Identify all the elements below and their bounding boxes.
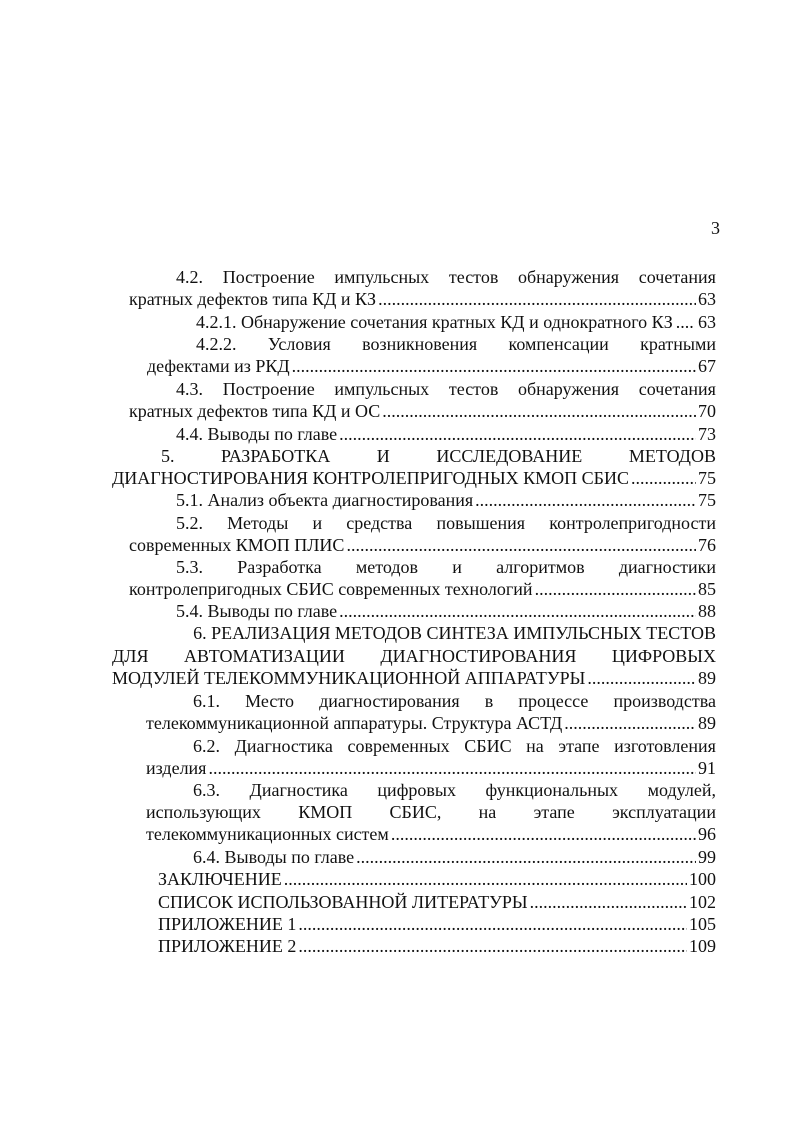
toc-entry-appendix-2[interactable]: ПРИЛОЖЕНИЕ 2 ..... 109 — [158, 935, 716, 957]
toc-entry-5-3-line2[interactable]: контролепригодных СБИС современных технологий ..... 85 — [129, 578, 716, 600]
toc-entry-6-2-line1[interactable]: 6.2. Диагностика современных СБИС на этапе изготовления — [193, 736, 716, 756]
page-ref: 91 — [698, 758, 716, 778]
toc-entry-5-3-line1[interactable]: 5.3. Разработка методов и алгоритмов диагностики — [176, 557, 716, 577]
page-ref: 63 — [698, 312, 716, 332]
toc-entry-appendix-1[interactable]: ПРИЛОЖЕНИЕ 1 ..... 105 — [158, 913, 716, 935]
page-ref: 89 — [698, 713, 716, 733]
toc-entry-5-1[interactable]: 5.1. Анализ объекта диагностирования ..... 75 — [176, 489, 716, 511]
page-ref: 100 — [689, 869, 716, 889]
toc-entry-6-3-line2[interactable]: использующих КМОП СБИС, на этапе эксплуатации — [146, 802, 716, 822]
toc-entry-conclusion[interactable]: ЗАКЛЮЧЕНИЕ ..... 100 — [158, 868, 716, 890]
toc-entry-4-4[interactable]: 4.4. Выводы по главе ..... 73 — [176, 423, 716, 445]
toc-entry-6-line1[interactable]: 6. РЕАЛИЗАЦИЯ МЕТОДОВ СИНТЕЗА ИМПУЛЬСНЫХ ТЕСТОВ — [193, 623, 716, 643]
page-ref: 75 — [698, 490, 716, 510]
toc-entry-4-2-2-line2[interactable]: дефектами из РКД ..... 67 — [147, 355, 716, 377]
page-ref: 63 — [698, 289, 716, 309]
page-ref: 102 — [689, 892, 716, 912]
toc-entry-4-3-line1[interactable]: 4.3. Построение импульсных тестов обнаружения сочетания — [176, 379, 716, 399]
page-ref: 70 — [698, 401, 716, 421]
toc-entry-5-4[interactable]: 5.4. Выводы по главе ..... 88 — [176, 600, 716, 622]
toc-entry-5-2-line2[interactable]: современных КМОП ПЛИС ..... 76 — [129, 534, 716, 556]
toc-entry-6-1-line1[interactable]: 6.1. Место диагностирования в процессе производства — [193, 691, 716, 711]
toc-entry-6-2-line2[interactable]: изделия ..... 91 — [146, 757, 716, 779]
toc-entry-references[interactable]: СПИСОК ИСПОЛЬЗОВАННОЙ ЛИТЕРАТУРЫ ..... 102 — [158, 891, 716, 913]
toc-entry-5-line2[interactable]: ДИАГНОСТИРОВАНИЯ КОНТРОЛЕПРИГОДНЫХ КМОП СБИС ..... 75 — [112, 467, 716, 489]
toc-entry-6-line3[interactable]: МОДУЛЕЙ ТЕЛЕКОММУНИКАЦИОННОЙ АППАРАТУРЫ ..... 89 — [112, 667, 716, 689]
page-ref: 109 — [689, 936, 716, 956]
page-ref: 76 — [698, 535, 716, 555]
toc-entry-6-1-line2[interactable]: телекоммуникационной аппаратуры. Структура АСТД ..... 89 — [146, 712, 716, 734]
toc-entry-5-line1[interactable]: 5. РАЗРАБОТКА И ИССЛЕДОВАНИЕ МЕТОДОВ — [161, 446, 716, 466]
page-ref: 105 — [689, 914, 716, 934]
toc-entry-4-3-line2[interactable]: кратных дефектов типа КД и ОС ..... 70 — [129, 400, 716, 422]
page-ref: 73 — [698, 424, 716, 444]
toc-entry-5-2-line1[interactable]: 5.2. Методы и средства повышения контролепригодности — [176, 513, 716, 533]
page-ref: 85 — [698, 579, 716, 599]
toc-entry-6-line2[interactable]: ДЛЯ АВТОМАТИЗАЦИИ ДИАГНОСТИРОВАНИЯ ЦИФРОВЫХ — [112, 646, 716, 666]
page-ref: 99 — [698, 847, 716, 867]
page-ref: 67 — [698, 356, 716, 376]
page-number: 3 — [711, 218, 720, 238]
toc-entry-4-2-2-line1[interactable]: 4.2.2. Условия возникновения компенсации кратными — [196, 334, 716, 354]
toc-entry-6-3-line3[interactable]: телекоммуникационных систем ..... 96 — [146, 823, 716, 845]
toc-entry-6-3-line1[interactable]: 6.3. Диагностика цифровых функциональных модулей, — [193, 780, 716, 800]
page-ref: 75 — [698, 468, 716, 488]
toc-entry-4-2-1[interactable]: 4.2.1. Обнаружение сочетания кратных КД и однократного КЗ ..... 63 — [196, 311, 716, 333]
page-ref: 96 — [698, 824, 716, 844]
toc-entry-4-2-line2[interactable]: кратных дефектов типа КД и КЗ ..... 63 — [129, 288, 716, 310]
page-ref: 89 — [698, 668, 716, 688]
toc-entry-4-2-line1[interactable]: 4.2. Построение импульсных тестов обнаружения сочетания — [176, 267, 716, 287]
page-ref: 88 — [698, 601, 716, 621]
toc-entry-6-4[interactable]: 6.4. Выводы по главе ..... 99 — [193, 846, 716, 868]
